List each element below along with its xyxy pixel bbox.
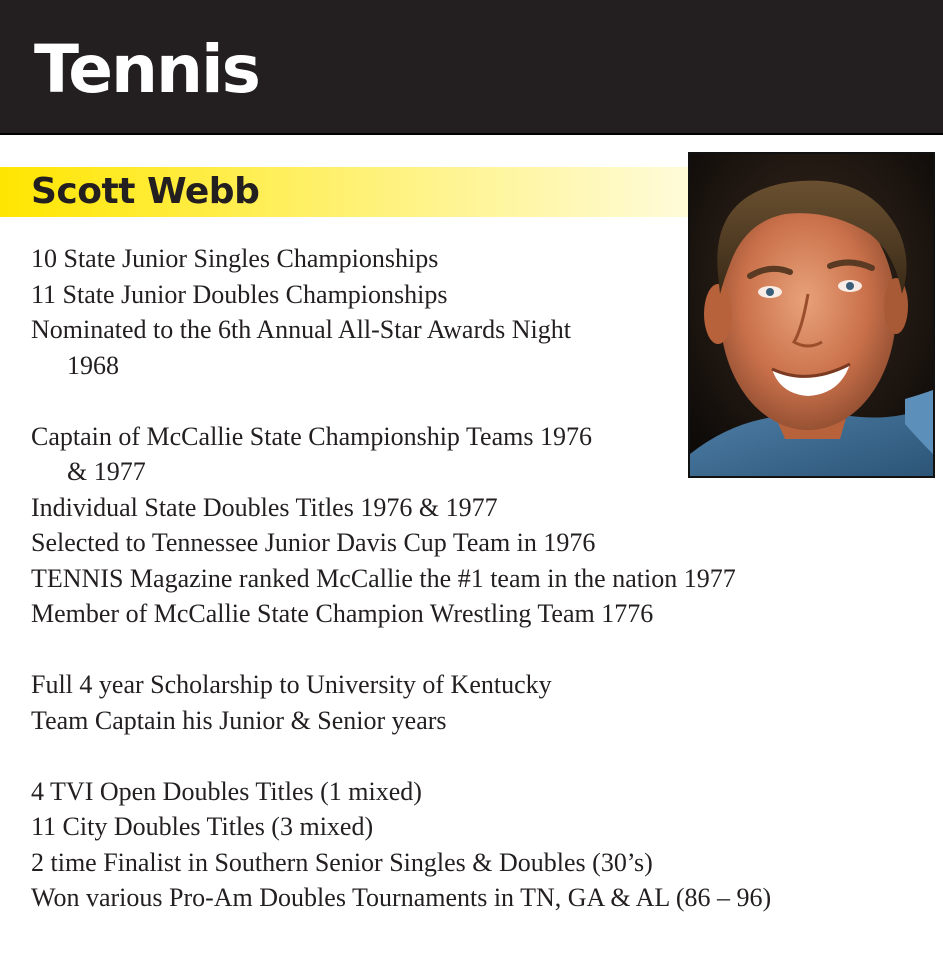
list-item: Team Captain his Junior & Senior years (31, 705, 447, 735)
list-item: Won various Pro-Am Doubles Tournaments in TN, GA & AL (86 – 96) (31, 883, 772, 912)
list-item: 4 TVI Open Doubles Titles (1 mixed) (31, 776, 422, 806)
list-item: Individual State Doubles Titles 1976 & 1977 (31, 492, 498, 522)
list-spacer (31, 632, 911, 668)
list-item (31, 312, 911, 383)
list-item-continuation: 1968 (67, 350, 119, 380)
section-title: Tennis (34, 31, 259, 108)
list-item: 11 State Junior Doubles Championships (31, 279, 448, 309)
list-item: Full 4 year Scholarship to University of Kentucky (31, 670, 552, 699)
list-item: Selected to Tennessee Junior Davis Cup Team in 1976 (31, 528, 596, 557)
list-item: Member of McCallie State Champion Wrestling Team 1776 (31, 599, 654, 628)
list-spacer (31, 383, 911, 419)
list-spacer (31, 738, 911, 774)
achievement-list (31, 241, 911, 916)
list-item: 11 City Doubles Titles (3 mixed) (31, 812, 374, 841)
list-item: 10 State Junior Singles Championships (31, 244, 439, 273)
list-item: TENNIS Magazine ranked McCallie the #1 team in the nation 1977 (31, 563, 736, 593)
list-item (31, 419, 911, 490)
list-item-text: Captain of McCallie State Championship Teams 1976 (31, 421, 592, 451)
list-item-text: Nominated to the 6th Annual All-Star Awards Night (31, 315, 571, 344)
player-name: Scott Webb (31, 171, 260, 212)
list-item-continuation: & 1977 (67, 457, 146, 486)
list-item: 2 time Finalist in Southern Senior Singles & Doubles (30’s) (31, 847, 653, 877)
